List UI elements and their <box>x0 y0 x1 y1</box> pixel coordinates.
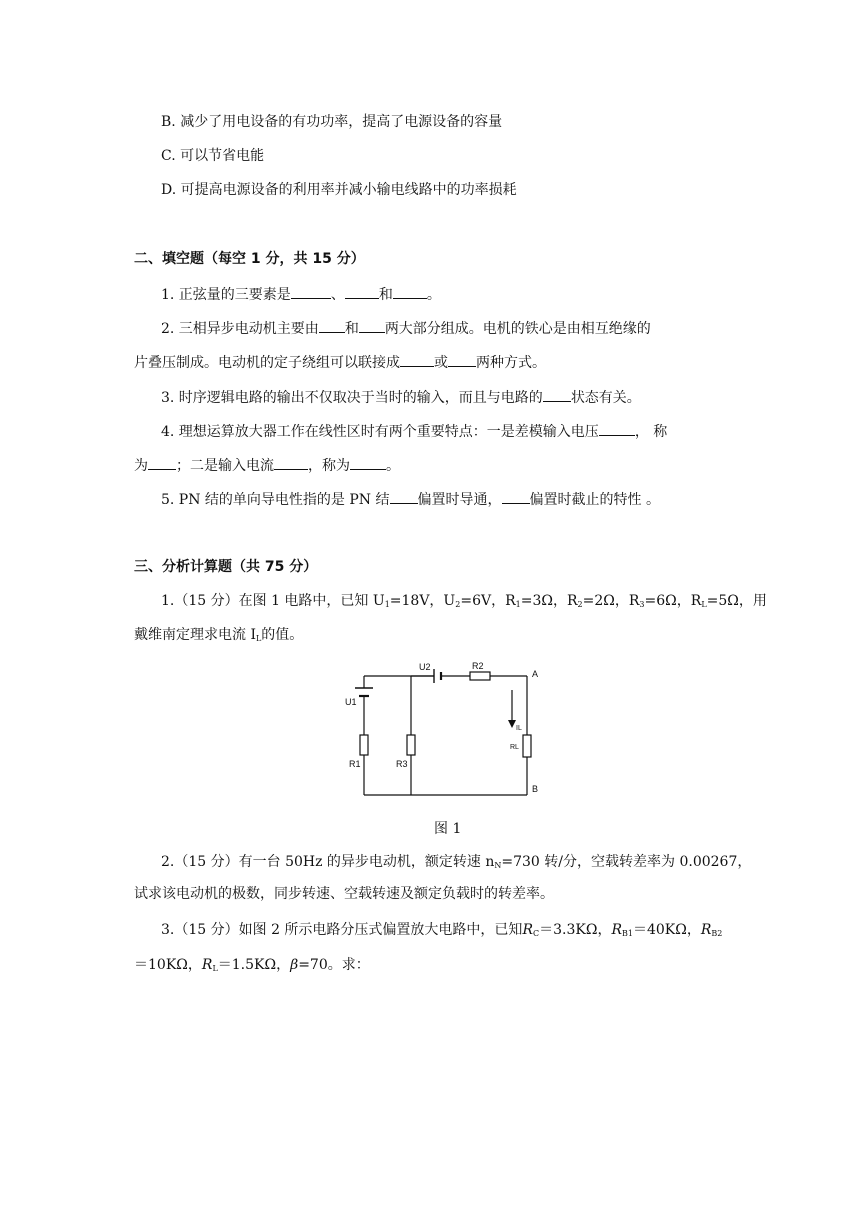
label-a: A <box>532 669 539 679</box>
answer-blank[interactable] <box>393 284 427 299</box>
section3-heading: 三、分析计算题（共 75 分） <box>134 559 318 575</box>
label-b: B <box>532 784 539 794</box>
label-u1: U1 <box>345 697 357 707</box>
label-rl: RL <box>510 744 519 751</box>
s3-question-3-cont: ＝10KΩ，$R_L=1.5K\Omega$，β=70。求： <box>134 957 370 973</box>
s3-question-2-cont: 试求该电动机的极数，同步转速、空载转速及额定负载时的转差率。 <box>134 886 554 902</box>
s3-question-2: 2.（15 分）有一台 50Hz 的异步电动机，额定转速 $n_N=730$ 转/分，空载转差率为 0.00267， <box>161 854 752 870</box>
arrow-down-icon <box>508 720 516 728</box>
s3-question-3: 3.（15 分）如图 2 所示电路分压式偏置放大电路中，已知$R_C=3.3K\Omega$，$R_{B1}=40K\Omega$，$R_{B2}$ <box>161 922 723 938</box>
label-u2: U2 <box>419 662 431 672</box>
s2-question-2: 2. 三相异步电动机主要由 和 两大部分组成。电机的铁心是由相互绝缘的 <box>161 318 651 339</box>
s3-question-1-cont: 戴维南定理求电流 $I_L$的值。 <box>134 627 304 643</box>
answer-blank[interactable] <box>400 352 434 367</box>
answer-blank[interactable] <box>350 455 386 470</box>
s2-question-4-cont: 为 ；二是输入电流 ，称为 。 <box>134 455 400 476</box>
answer-blank[interactable] <box>291 284 331 299</box>
figure-caption: 图 1 <box>434 821 462 837</box>
answer-blank[interactable] <box>599 421 635 436</box>
resistor-r1 <box>360 735 368 755</box>
option-b: B. 减少了用电设备的有功功率，提高了电源设备的容量 <box>161 114 503 130</box>
circuit-diagram <box>340 660 550 800</box>
resistor-r3 <box>407 735 415 755</box>
answer-blank[interactable] <box>274 455 308 470</box>
label-r3: R3 <box>396 759 408 769</box>
s2-question-2-cont: 片叠压制成。电动机的定子绕组可以联接成 或 两种方式。 <box>134 352 546 373</box>
answer-blank[interactable] <box>345 284 379 299</box>
option-c: C. 可以节省电能 <box>161 148 265 164</box>
s2-question-5: 5. PN 结的单向导电性指的是 PN 结 偏置时导通， 偏置时截止的特性 。 <box>161 489 660 510</box>
section2-heading: 二、填空题（每空 1 分，共 15 分） <box>134 251 365 267</box>
answer-blank[interactable] <box>448 352 476 367</box>
answer-blank[interactable] <box>390 489 418 504</box>
s3-question-1: 1.（15 分）在图 1 电路中，已知 $U_1=18V$，$U_2=6V$，$R_1=3\Omega$，$R_2=2\Omega$，$R_3=6\Omega$，$R_L=5\Omega$，用 <box>161 593 767 609</box>
s2-question-3: 3. 时序逻辑电路的输出不仅取决于当时的输入，而且与电路的 状态有关。 <box>161 387 641 408</box>
s2-question-4: 4. 理想运算放大器工作在线性区时有两个重要特点：一是差模输入电压 ， 称 <box>161 421 667 442</box>
answer-blank[interactable] <box>319 318 345 333</box>
s2-question-1: 1. 正弦量的三要素是 、 和 。 <box>161 284 441 305</box>
answer-blank[interactable] <box>543 387 571 402</box>
option-d: D. 可提高电源设备的利用率并减小输电线路中的功率损耗 <box>161 182 517 198</box>
label-il: IL <box>516 725 522 732</box>
answer-blank[interactable] <box>502 489 530 504</box>
answer-blank[interactable] <box>359 318 385 333</box>
answer-blank[interactable] <box>148 455 176 470</box>
resistor-rl <box>523 735 531 757</box>
label-r2: R2 <box>472 661 484 671</box>
label-r1: R1 <box>349 759 361 769</box>
resistor-r2 <box>470 672 490 680</box>
